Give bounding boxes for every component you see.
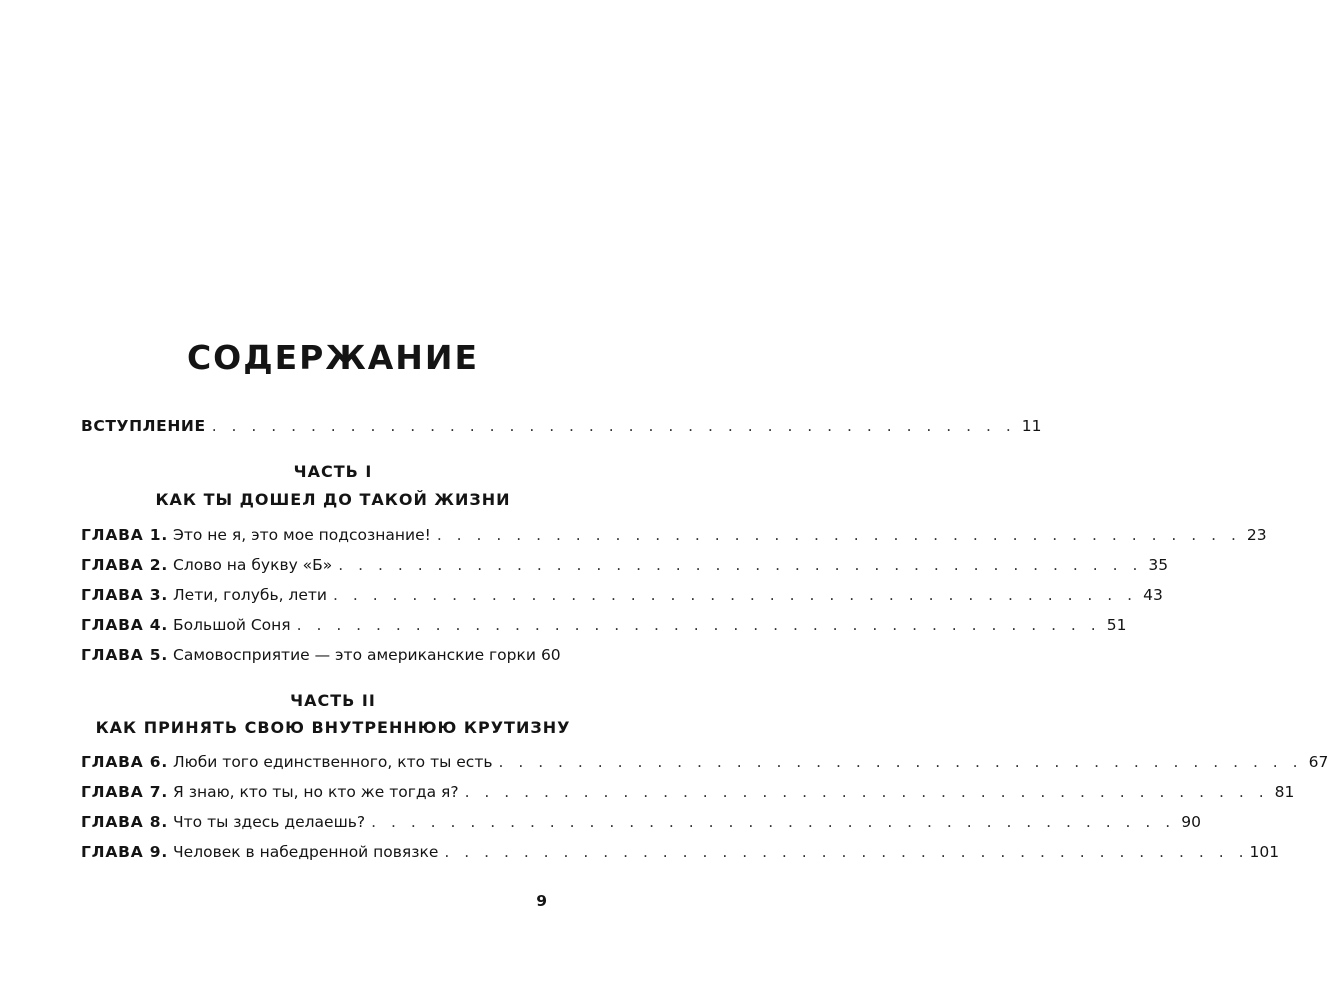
chapter-label: ГЛАВА 5. xyxy=(81,646,169,664)
page-ref: 101 xyxy=(1249,843,1280,861)
toc-entry-chapter-9[interactable] xyxy=(81,840,1280,864)
page-ref: 11 xyxy=(1021,417,1042,435)
page-ref: 60 xyxy=(540,646,561,664)
chapter-title: Я знаю, кто ты, но кто же тогда я? xyxy=(173,783,459,801)
dot-leader: . . . . . . . . . . . . . . . . . . . . . . . . . . . . . . . . . . . . . . . . . xyxy=(211,417,1016,435)
dot-leader: . . . . . . . . . . . . . . . . . . . . . . . . . . . . . . . . . . . . . . . . . xyxy=(464,783,1269,801)
chapter-title: Человек в набедренной повязке xyxy=(173,843,439,861)
chapter-title: Самовосприятие — это американские горки xyxy=(173,646,536,664)
page-ref: 67 xyxy=(1308,753,1328,771)
page-title: СОДЕРЖАНИЕ xyxy=(186,338,480,377)
toc-entry-chapter-6[interactable] xyxy=(81,750,1328,774)
dot-leader: . . . . . . . . . . . . . . . . . . . . . . . . . . . . . . . . . . . . . . . . . xyxy=(338,556,1143,574)
toc-entry-chapter-2[interactable] xyxy=(81,553,1169,577)
part-heading: ЧАСТЬ I xyxy=(293,462,373,481)
dot-leader: . . . . . . . . . . . . . . . . . . . . . . . . . . . . . . . . . . . . . . . . . xyxy=(332,586,1138,604)
part-heading: ЧАСТЬ II xyxy=(290,691,376,710)
toc-entry-chapter-1[interactable] xyxy=(81,523,1267,547)
toc-entry-chapter-8[interactable] xyxy=(81,810,1201,834)
chapter-title: Люби того единственного, кто ты есть xyxy=(173,753,493,771)
chapter-label: ГЛАВА 8. xyxy=(81,813,169,831)
intro-label: ВСТУПЛЕНИЕ xyxy=(81,417,206,435)
chapter-label: ГЛАВА 9. xyxy=(81,843,169,861)
chapter-label: ГЛАВА 7. xyxy=(81,783,169,801)
page-ref: 23 xyxy=(1246,526,1267,544)
chapter-title: Что ты здесь делаешь? xyxy=(173,813,366,831)
page-number: 9 xyxy=(536,892,547,910)
chapter-title: Слово на букву «Б» xyxy=(173,556,333,574)
part-subtitle: КАК ТЫ ДОШЕЛ ДО ТАКОЙ ЖИЗНИ xyxy=(155,490,511,509)
toc-entry-chapter-4[interactable] xyxy=(81,613,1127,637)
chapter-label: ГЛАВА 1. xyxy=(81,526,169,544)
chapter-title: Лети, голубь, лети xyxy=(173,586,327,604)
page-ref: 51 xyxy=(1106,616,1127,634)
dot-leader: . . . . . . . . . . . . . . . . . . . . . . . . . . . . . . . . . . . . . . . . . xyxy=(436,526,1241,544)
toc-entry-chapter-5[interactable] xyxy=(81,643,561,667)
toc-entry-chapter-7[interactable] xyxy=(81,780,1295,804)
chapter-label: ГЛАВА 4. xyxy=(81,616,169,634)
chapter-label: ГЛАВА 2. xyxy=(81,556,169,574)
dot-leader: . . . . . . . . . . . . . . . . . . . . . . . . . . . . . . . . . . . . . . . . . xyxy=(296,616,1101,634)
dot-leader: . . . . . . . . . . . . . . . . . . . . . . . . . . . . . . . . . . . . . . . . . xyxy=(444,843,1249,861)
page-ref: 35 xyxy=(1148,556,1169,574)
dot-leader: . . . . . . . . . . . . . . . . . . . . . . . . . . . . . . . . . . . . . . . . . xyxy=(498,753,1303,771)
page-ref: 90 xyxy=(1181,813,1201,831)
toc-entry-intro[interactable] xyxy=(81,414,1042,438)
chapter-label: ГЛАВА 6. xyxy=(81,753,169,771)
page-ref: 43 xyxy=(1143,586,1163,604)
dot-leader: . . . . . . . . . . . . . . . . . . . . . . . . . . . . . . . . . . . . . . . . . xyxy=(371,813,1176,831)
chapter-title: Большой Соня xyxy=(173,616,291,634)
toc-entry-chapter-3[interactable] xyxy=(81,583,1163,607)
part-subtitle: КАК ПРИНЯТЬ СВОЮ ВНУТРЕННЮЮ КРУТИЗНУ xyxy=(95,718,571,737)
page-ref: 81 xyxy=(1274,783,1295,801)
chapter-label: ГЛАВА 3. xyxy=(81,586,169,604)
chapter-title: Это не я, это мое подсознание! xyxy=(173,526,431,544)
